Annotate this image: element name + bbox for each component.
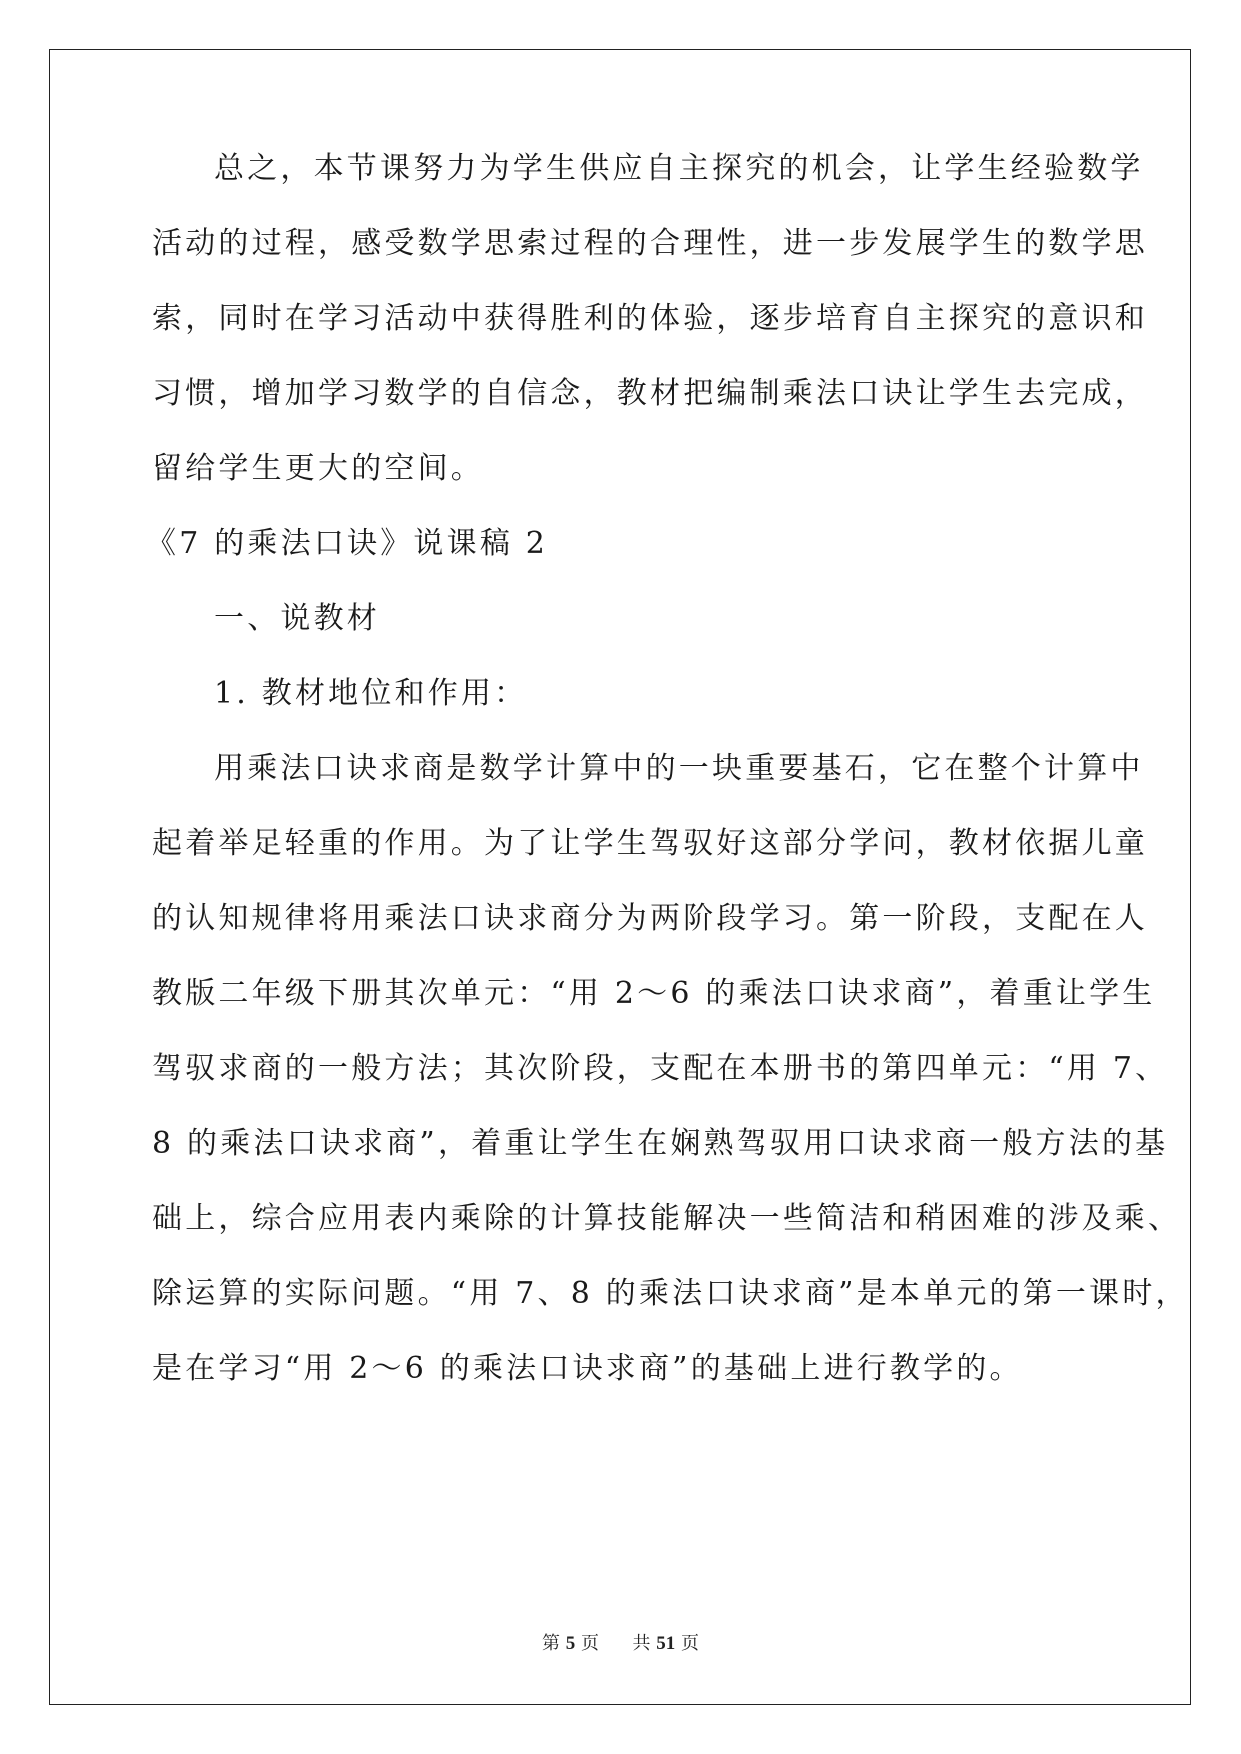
paragraph-2-line-5: 驾驭求商的一般方法；其次阶段，支配在本册书的第四单元：“用 7、 (152, 1051, 1169, 1086)
paragraph-2-line-2: 起着举足轻重的作用。为了让学生驾驭好这部分学问，教材依据儿童 (152, 826, 1148, 861)
paragraph-1-line-3: 索，同时在学习活动中获得胜利的体验，逐步培育自主探究的意识和 (152, 301, 1148, 336)
paragraph-2-line-1: 用乘法口诀求商是数学计算中的一块重要基石，它在整个计算中 (214, 751, 1144, 786)
paragraph-2-line-4: 教版二年级下册其次单元：“用 2～6 的乘法口诀求商”，着重让学生 (152, 976, 1156, 1011)
subsection-heading: 1. 教材地位和作用： (214, 676, 528, 711)
footer-total-prefix: 共 (632, 1633, 651, 1654)
paragraph-2-line-9: 是在学习“用 2～6 的乘法口诀求商”的基础上进行教学的。 (152, 1351, 1023, 1386)
paragraph-2-line-6: 8 的乘法口诀求商”，着重让学生在娴熟驾驭用口诀求商一般方法的基 (152, 1126, 1169, 1161)
footer-total-pages: 51 (656, 1633, 676, 1654)
footer-total-unit: 页 (680, 1633, 699, 1654)
footer-page-unit: 页 (581, 1633, 600, 1654)
footer-page-number: 5 (565, 1633, 576, 1654)
document-title: 《7 的乘法口诀》说课稿 2 (146, 526, 549, 561)
page-border (49, 49, 1191, 1705)
paragraph-2-line-8: 除运算的实际问题。“用 7、8 的乘法口诀求商”是本单元的第一课时， (152, 1276, 1189, 1311)
paragraph-2-line-7: 础上，综合应用表内乘除的计算技能解决一些简洁和稍困难的涉及乘、 (152, 1201, 1182, 1236)
page-footer (0, 1632, 1241, 1656)
paragraph-1-line-2: 活动的过程，感受数学思索过程的合理性，进一步发展学生的数学思 (152, 226, 1148, 261)
paragraph-2-line-3: 的认知规律将用乘法口诀求商分为两阶段学习。第一阶段，支配在人 (152, 901, 1148, 936)
paragraph-1-line-1: 总之，本节课努力为学生供应自主探究的机会，让学生经验数学 (214, 151, 1144, 186)
section-heading: 一、说教材 (214, 601, 380, 636)
paragraph-1-line-4: 习惯，增加学习数学的自信念，教材把编制乘法口诀让学生去完成， (152, 376, 1148, 411)
paragraph-1-line-5: 留给学生更大的空间。 (152, 451, 484, 486)
footer-page-prefix: 第 (542, 1633, 561, 1654)
